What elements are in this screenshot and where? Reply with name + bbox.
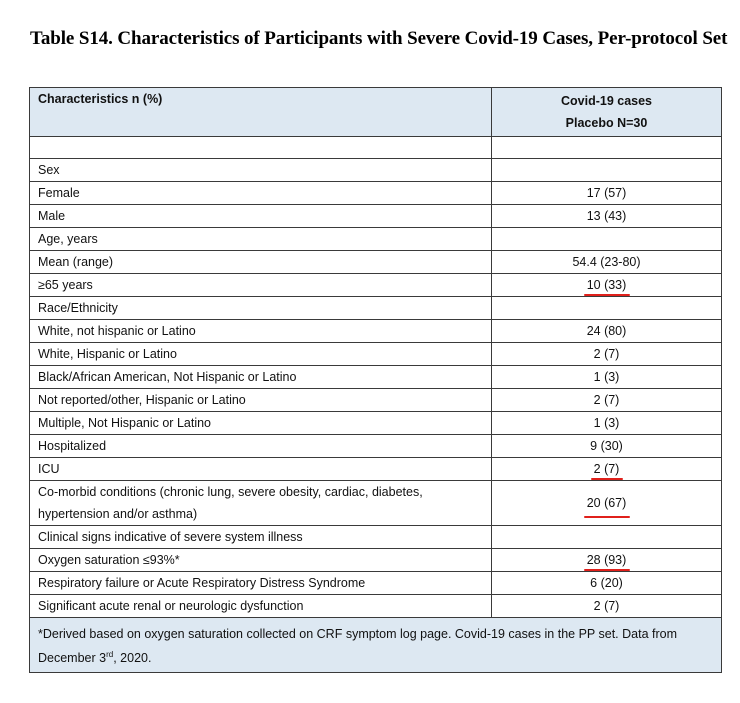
footnote (30, 618, 722, 673)
blank-row (30, 137, 722, 159)
table-row (30, 274, 722, 297)
row-label: Black/African American, Not Hispanic or Latino (30, 366, 492, 389)
row-value: 2 (7) (492, 343, 722, 366)
table-row (30, 320, 722, 343)
table-row (30, 228, 722, 251)
row-value: 13 (43) (492, 205, 722, 228)
red-underlined-value: 10 (33) (586, 278, 627, 292)
table-row (30, 182, 722, 205)
row-label: Mean (range) (30, 251, 492, 274)
row-value: 24 (80) (492, 320, 722, 343)
table-row (30, 366, 722, 389)
header-covid-cases-line1: Covid-19 cases (560, 94, 653, 108)
table-row (30, 343, 722, 366)
row-label: Race/Ethnicity (30, 297, 492, 320)
row-label: Oxygen saturation ≤93%* (30, 549, 492, 572)
row-value (492, 297, 722, 320)
row-value (492, 549, 722, 572)
table-row (30, 205, 722, 228)
row-label: Sex (30, 159, 492, 182)
header-characteristics: Characteristics n (%) (30, 88, 492, 137)
row-value (492, 481, 722, 526)
header-placebo-n: Placebo N=30 (565, 116, 648, 130)
table-row (30, 481, 722, 526)
footnote-text-end: , 2020. (113, 651, 152, 665)
footnote-text: *Derived based on oxygen saturation collected on CRF symptom log page. Covid-19 cases in the PP set. Data from December 3 (38, 627, 677, 665)
row-value (492, 526, 722, 549)
table-row (30, 159, 722, 182)
row-value: 54.4 (23-80) (492, 251, 722, 274)
row-label: ≥65 years (30, 274, 492, 297)
red-underlined-value: 28 (93) (586, 553, 627, 567)
row-value (492, 159, 722, 182)
table-row (30, 549, 722, 572)
footnote-row (30, 618, 722, 673)
row-value: 2 (7) (492, 595, 722, 618)
header-covid-cases (492, 88, 722, 137)
row-label: White, not hispanic or Latino (30, 320, 492, 343)
table-row (30, 412, 722, 435)
red-underlined-value: 2 (7) (593, 462, 620, 476)
row-value: 6 (20) (492, 572, 722, 595)
footnote-ordinal: rd (106, 649, 114, 659)
table-title: Table S14. Characteristics of Participants with Severe Covid-19 Cases, Per-protocol Set (30, 28, 728, 49)
table-row (30, 297, 722, 320)
row-value: 1 (3) (492, 412, 722, 435)
row-label: Not reported/other, Hispanic or Latino (30, 389, 492, 412)
row-value: 9 (30) (492, 435, 722, 458)
table-row (30, 458, 722, 481)
row-value: 2 (7) (492, 389, 722, 412)
row-value (492, 274, 722, 297)
characteristics-table (29, 87, 722, 673)
row-label: Multiple, Not Hispanic or Latino (30, 412, 492, 435)
row-value (492, 228, 722, 251)
table-header-row (30, 88, 722, 137)
row-label: Male (30, 205, 492, 228)
row-label: Hospitalized (30, 435, 492, 458)
row-label: ICU (30, 458, 492, 481)
row-value: 1 (3) (492, 366, 722, 389)
table-row (30, 435, 722, 458)
row-label: White, Hispanic or Latino (30, 343, 492, 366)
red-underlined-value: 20 (67) (587, 492, 627, 514)
table-row (30, 389, 722, 412)
row-value (492, 458, 722, 481)
row-label: Respiratory failure or Acute Respiratory Distress Syndrome (30, 572, 492, 595)
table-row (30, 251, 722, 274)
row-label: Female (30, 182, 492, 205)
table-row (30, 526, 722, 549)
row-label: Co-morbid conditions (chronic lung, severe obesity, cardiac, diabetes, hypertension and/or asthma) (30, 481, 492, 526)
table-row (30, 572, 722, 595)
row-label: Age, years (30, 228, 492, 251)
row-label: Significant acute renal or neurologic dysfunction (30, 595, 492, 618)
row-value: 17 (57) (492, 182, 722, 205)
table-row (30, 595, 722, 618)
row-label: Clinical signs indicative of severe system illness (30, 526, 492, 549)
